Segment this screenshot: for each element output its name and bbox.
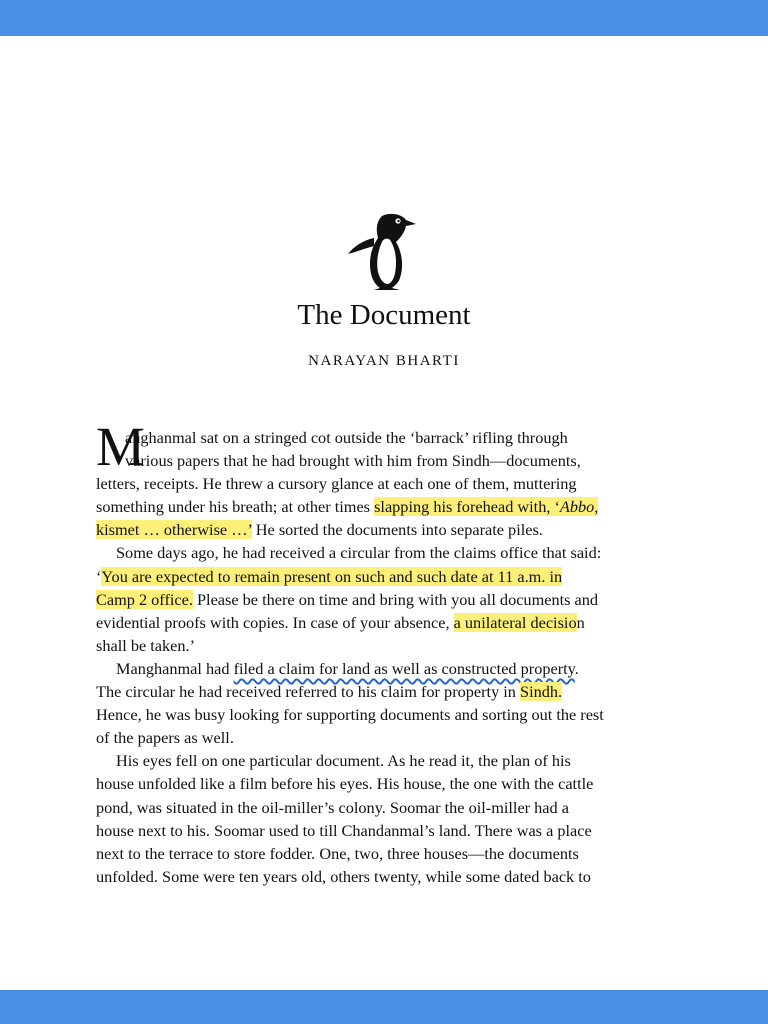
bottom-bar — [0, 990, 768, 1024]
text-line: Manghanmal had filed a claim for land as well as constructed property. — [116, 658, 579, 678]
text-line: next to the terrace to store fodder. One, two, three houses—the documents — [96, 843, 579, 863]
text-line: something under his breath; at other times slapping his forehead with, ‘Abbo, — [96, 497, 599, 517]
text-line: kismet … otherwise …’ He sorted the documents into separate piles. — [96, 520, 543, 540]
penguin-icon — [344, 208, 420, 292]
highlight: a unilateral decisio — [453, 612, 577, 632]
text-line: evidential proofs with copies. In case of your absence, a unilateral decision — [96, 612, 585, 632]
text-line: Some days ago, he had received a circular from the claims office that said: — [116, 543, 602, 563]
document-title: The Document — [297, 299, 471, 331]
text-line: various papers that he had brought with him from Sindh—documents, — [125, 451, 581, 471]
text-line: house unfolded like a film before his eyes. His house, the one with the cattle — [96, 774, 594, 794]
text-line: Hence, he was busy looking for supporting documents and sorting out the rest — [96, 705, 604, 725]
text-line: The circular he had received referred to his claim for property in Sindh. — [96, 682, 563, 702]
text-line: shall be taken.’ — [96, 635, 196, 655]
drop-cap: M — [96, 416, 145, 477]
text-line: pond, was situated in the oil-miller’s colony. Soomar the oil-miller had a — [96, 797, 569, 817]
highlight: Camp 2 office. — [96, 589, 193, 609]
highlight: kismet … otherwise …’ — [96, 520, 252, 540]
text-line: ‘You are expected to remain present on such and such date at 11 a.m. in — [96, 566, 563, 586]
body-text — [96, 426, 671, 888]
text-line: Camp 2 office. Please be there on time and bring with you all documents and — [96, 589, 599, 609]
text-line: letters, receipts. He threw a cursory glance at each one of them, muttering — [96, 474, 577, 494]
highlight: You are expected to remain present on such and such date at 11 a.m. in — [101, 566, 563, 586]
text-line: house next to his. Soomar used to till Chandanmal’s land. There was a place — [96, 820, 592, 840]
highlight: Sindh. — [520, 682, 563, 702]
top-bar — [0, 0, 768, 36]
wavy-underline: filed a claim for land as well as constructed property — [233, 658, 575, 678]
author-name: NARAYAN BHARTI — [308, 353, 460, 369]
text-line: of the papers as well. — [96, 728, 234, 748]
text-line: unfolded. Some were ten years old, others twenty, while some dated back to — [96, 866, 591, 886]
highlight: slapping his forehead with, ‘Abbo, — [374, 497, 599, 517]
text-line: anghanmal sat on a stringed cot outside the ‘barrack’ rifling through — [125, 428, 568, 447]
text-line: His eyes fell on one particular document. As he read it, the plan of his — [116, 751, 571, 771]
